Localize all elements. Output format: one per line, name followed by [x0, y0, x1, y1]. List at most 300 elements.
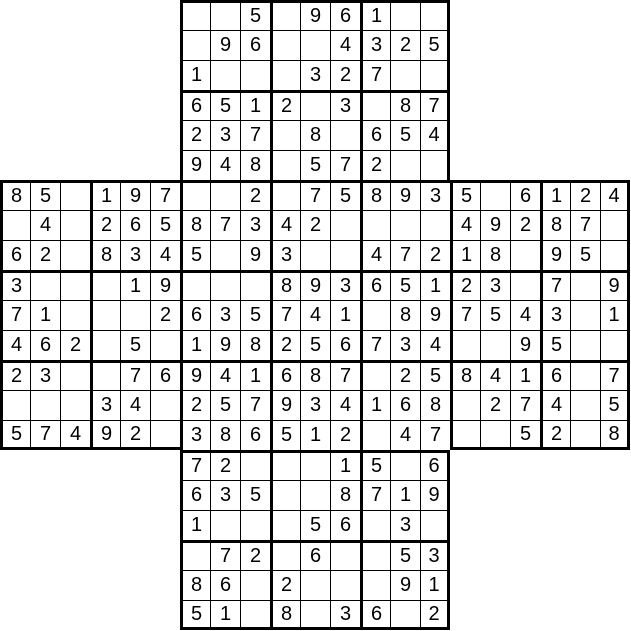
- sudoku-empty-cell-r12c3[interactable]: [90, 360, 120, 390]
- sudoku-given-cell-r6c12: 8: [360, 180, 390, 210]
- void-space: [90, 540, 120, 570]
- sudoku-given-cell-r5c6: 9: [180, 150, 210, 180]
- sudoku-empty-cell-r8c20[interactable]: [600, 240, 630, 270]
- void-space: [0, 540, 30, 570]
- sudoku-empty-cell-r15c10[interactable]: [300, 450, 330, 480]
- sudoku-empty-cell-r18c6[interactable]: [180, 540, 210, 570]
- void-space: [450, 120, 480, 150]
- sudoku-given-cell-r7c6: 8: [180, 210, 210, 240]
- void-space: [120, 30, 150, 60]
- sudoku-given-cell-r14c18: 2: [540, 420, 570, 450]
- sudoku-given-cell-r13c13: 6: [390, 390, 420, 420]
- sudoku-given-cell-r3c11: 3: [330, 90, 360, 120]
- sudoku-given-cell-r13c14: 8: [420, 390, 450, 420]
- sudoku-given-cell-r5c10: 5: [300, 150, 330, 180]
- sudoku-given-cell-r8c16: 8: [480, 240, 510, 270]
- sudoku-empty-cell-r6c16[interactable]: [480, 180, 510, 210]
- sudoku-given-cell-r8c5: 4: [150, 240, 180, 270]
- sudoku-empty-cell-r7c12[interactable]: [360, 210, 390, 240]
- void-space: [570, 570, 600, 600]
- void-space: [60, 150, 90, 180]
- sudoku-empty-cell-r5c9[interactable]: [270, 150, 300, 180]
- sudoku-empty-cell-r13c19[interactable]: [570, 390, 600, 420]
- sudoku-empty-cell-r2c9[interactable]: [270, 60, 300, 90]
- void-space: [510, 150, 540, 180]
- void-space: [120, 570, 150, 600]
- sudoku-given-cell-r11c14: 4: [420, 330, 450, 360]
- sudoku-given-cell-r7c16: 9: [480, 210, 510, 240]
- sudoku-given-cell-r10c18: 3: [540, 300, 570, 330]
- sudoku-given-cell-r20c6: 5: [180, 600, 210, 630]
- sudoku-given-cell-r4c8: 7: [240, 120, 270, 150]
- void-space: [570, 60, 600, 90]
- sudoku-empty-cell-r5c14[interactable]: [420, 150, 450, 180]
- sudoku-empty-cell-r2c8[interactable]: [240, 60, 270, 90]
- sudoku-empty-cell-r18c9[interactable]: [270, 540, 300, 570]
- sudoku-given-cell-r10c10: 4: [300, 300, 330, 330]
- void-space: [120, 0, 150, 30]
- sudoku-given-cell-r10c14: 9: [420, 300, 450, 330]
- sudoku-given-cell-r4c14: 4: [420, 120, 450, 150]
- sudoku-given-cell-r7c19: 7: [570, 210, 600, 240]
- void-space: [30, 570, 60, 600]
- sudoku-empty-cell-r11c5[interactable]: [150, 330, 180, 360]
- sudoku-given-cell-r9c10: 9: [300, 270, 330, 300]
- sudoku-given-cell-r9c4: 1: [120, 270, 150, 300]
- sudoku-empty-cell-r2c13[interactable]: [390, 60, 420, 90]
- void-space: [480, 540, 510, 570]
- void-space: [540, 450, 570, 480]
- void-space: [540, 570, 570, 600]
- sudoku-given-cell-r10c15: 7: [450, 300, 480, 330]
- void-space: [540, 540, 570, 570]
- sudoku-given-cell-r6c3: 1: [90, 180, 120, 210]
- void-space: [120, 150, 150, 180]
- void-space: [90, 90, 120, 120]
- sudoku-empty-cell-r9c1[interactable]: [30, 270, 60, 300]
- sudoku-given-cell-r14c2: 4: [60, 420, 90, 450]
- sudoku-empty-cell-r9c6[interactable]: [180, 270, 210, 300]
- sudoku-given-cell-r8c0: 6: [0, 240, 30, 270]
- sudoku-given-cell-r7c4: 6: [120, 210, 150, 240]
- sudoku-given-cell-r9c9: 8: [270, 270, 300, 300]
- sudoku-given-cell-r11c12: 7: [360, 330, 390, 360]
- sudoku-given-cell-r7c1: 4: [30, 210, 60, 240]
- sudoku-given-cell-r6c10: 7: [300, 180, 330, 210]
- sudoku-empty-cell-r18c12[interactable]: [360, 540, 390, 570]
- sudoku-given-cell-r8c13: 7: [390, 240, 420, 270]
- void-space: [540, 0, 570, 30]
- sudoku-empty-cell-r7c0[interactable]: [0, 210, 30, 240]
- void-space: [510, 570, 540, 600]
- sudoku-given-cell-r6c15: 5: [450, 180, 480, 210]
- void-space: [540, 120, 570, 150]
- void-space: [450, 600, 480, 630]
- void-space: [90, 570, 120, 600]
- sudoku-given-cell-r18c13: 5: [390, 540, 420, 570]
- sudoku-given-cell-r7c17: 2: [510, 210, 540, 240]
- sudoku-given-cell-r8c3: 8: [90, 240, 120, 270]
- sudoku-given-cell-r10c8: 5: [240, 300, 270, 330]
- sudoku-given-cell-r9c14: 1: [420, 270, 450, 300]
- sudoku-given-cell-r1c11: 4: [330, 30, 360, 60]
- sudoku-given-cell-r14c13: 4: [390, 420, 420, 450]
- sudoku-given-cell-r16c14: 9: [420, 480, 450, 510]
- sudoku-given-cell-r20c7: 1: [210, 600, 240, 630]
- sudoku-given-cell-r12c7: 4: [210, 360, 240, 390]
- sudoku-empty-cell-r17c12[interactable]: [360, 510, 390, 540]
- void-space: [60, 30, 90, 60]
- sudoku-given-cell-r9c18: 7: [540, 270, 570, 300]
- void-space: [600, 90, 630, 120]
- sudoku-given-cell-r4c7: 3: [210, 120, 240, 150]
- sudoku-given-cell-r12c15: 8: [450, 360, 480, 390]
- sudoku-empty-cell-r19c10[interactable]: [300, 570, 330, 600]
- void-space: [570, 480, 600, 510]
- sudoku-given-cell-r14c3: 9: [90, 420, 120, 450]
- void-space: [480, 510, 510, 540]
- void-space: [120, 90, 150, 120]
- sudoku-empty-cell-r20c10[interactable]: [300, 600, 330, 630]
- sudoku-empty-cell-r18c11[interactable]: [330, 540, 360, 570]
- sudoku-given-cell-r1c13: 2: [390, 30, 420, 60]
- sudoku-given-cell-r8c9: 3: [270, 240, 300, 270]
- sudoku-given-cell-r9c11: 3: [330, 270, 360, 300]
- sudoku-given-cell-r16c7: 3: [210, 480, 240, 510]
- sudoku-empty-cell-r8c2[interactable]: [60, 240, 90, 270]
- sudoku-given-cell-r4c10: 8: [300, 120, 330, 150]
- sudoku-empty-cell-r14c15[interactable]: [450, 420, 480, 450]
- sudoku-empty-cell-r9c17[interactable]: [510, 270, 540, 300]
- sudoku-empty-cell-r11c15[interactable]: [450, 330, 480, 360]
- sudoku-empty-cell-r11c20[interactable]: [600, 330, 630, 360]
- sudoku-given-cell-r11c8: 8: [240, 330, 270, 360]
- sudoku-given-cell-r13c6: 2: [180, 390, 210, 420]
- sudoku-given-cell-r8c6: 5: [180, 240, 210, 270]
- sudoku-given-cell-r12c5: 6: [150, 360, 180, 390]
- void-space: [480, 570, 510, 600]
- sudoku-given-cell-r12c10: 8: [300, 360, 330, 390]
- sudoku-empty-cell-r10c12[interactable]: [360, 300, 390, 330]
- sudoku-given-cell-r1c8: 6: [240, 30, 270, 60]
- void-space: [30, 30, 60, 60]
- sudoku-empty-cell-r1c10[interactable]: [300, 30, 330, 60]
- sudoku-given-cell-r13c20: 5: [600, 390, 630, 420]
- sudoku-given-cell-r9c0: 3: [0, 270, 30, 300]
- sudoku-empty-cell-r11c19[interactable]: [570, 330, 600, 360]
- sudoku-given-cell-r11c13: 3: [390, 330, 420, 360]
- void-space: [150, 120, 180, 150]
- sudoku-empty-cell-r19c11[interactable]: [330, 570, 360, 600]
- sudoku-given-cell-r6c13: 9: [390, 180, 420, 210]
- void-space: [120, 540, 150, 570]
- void-space: [510, 120, 540, 150]
- void-space: [480, 0, 510, 30]
- sudoku-given-cell-r7c18: 8: [540, 210, 570, 240]
- void-space: [150, 480, 180, 510]
- sudoku-given-cell-r18c14: 3: [420, 540, 450, 570]
- sudoku-given-cell-r6c1: 5: [30, 180, 60, 210]
- sudoku-empty-cell-r0c9[interactable]: [270, 0, 300, 30]
- sudoku-empty-cell-r17c8[interactable]: [240, 510, 270, 540]
- void-space: [510, 60, 540, 90]
- sudoku-empty-cell-r19c8[interactable]: [240, 570, 270, 600]
- sudoku-empty-cell-r10c19[interactable]: [570, 300, 600, 330]
- void-space: [90, 450, 120, 480]
- sudoku-given-cell-r2c12: 7: [360, 60, 390, 90]
- sudoku-empty-cell-r20c13[interactable]: [390, 600, 420, 630]
- sudoku-given-cell-r12c16: 4: [480, 360, 510, 390]
- sudoku-given-cell-r3c8: 1: [240, 90, 270, 120]
- sudoku-empty-cell-r3c12[interactable]: [360, 90, 390, 120]
- sudoku-given-cell-r12c18: 6: [540, 360, 570, 390]
- sudoku-given-cell-r5c8: 8: [240, 150, 270, 180]
- void-space: [600, 450, 630, 480]
- void-space: [0, 480, 30, 510]
- sudoku-empty-cell-r8c11[interactable]: [330, 240, 360, 270]
- sudoku-empty-cell-r7c20[interactable]: [600, 210, 630, 240]
- void-space: [120, 600, 150, 630]
- void-space: [480, 120, 510, 150]
- void-space: [480, 60, 510, 90]
- sudoku-given-cell-r14c7: 8: [210, 420, 240, 450]
- sudoku-empty-cell-r10c3[interactable]: [90, 300, 120, 330]
- sudoku-given-cell-r17c6: 1: [180, 510, 210, 540]
- sudoku-given-cell-r20c9: 8: [270, 600, 300, 630]
- sudoku-empty-cell-r12c19[interactable]: [570, 360, 600, 390]
- sudoku-empty-cell-r15c8[interactable]: [240, 450, 270, 480]
- sudoku-given-cell-r10c0: 7: [0, 300, 30, 330]
- sudoku-empty-cell-r14c16[interactable]: [480, 420, 510, 450]
- sudoku-empty-cell-r6c9[interactable]: [270, 180, 300, 210]
- sudoku-given-cell-r12c20: 7: [600, 360, 630, 390]
- void-space: [570, 540, 600, 570]
- void-space: [150, 450, 180, 480]
- sudoku-given-cell-r6c14: 3: [420, 180, 450, 210]
- sudoku-given-cell-r1c7: 9: [210, 30, 240, 60]
- sudoku-empty-cell-r15c9[interactable]: [270, 450, 300, 480]
- sudoku-given-cell-r1c12: 3: [360, 30, 390, 60]
- sudoku-given-cell-r20c11: 3: [330, 600, 360, 630]
- sudoku-empty-cell-r17c7[interactable]: [210, 510, 240, 540]
- void-space: [0, 60, 30, 90]
- sudoku-given-cell-r16c8: 5: [240, 480, 270, 510]
- sudoku-empty-cell-r9c3[interactable]: [90, 270, 120, 300]
- sudoku-empty-cell-r6c2[interactable]: [60, 180, 90, 210]
- sudoku-given-cell-r11c11: 6: [330, 330, 360, 360]
- sudoku-empty-cell-r13c5[interactable]: [150, 390, 180, 420]
- sudoku-given-cell-r11c6: 1: [180, 330, 210, 360]
- sudoku-empty-cell-r0c13[interactable]: [390, 0, 420, 30]
- void-space: [450, 510, 480, 540]
- sudoku-empty-cell-r0c7[interactable]: [210, 0, 240, 30]
- void-space: [90, 120, 120, 150]
- sudoku-empty-cell-r10c4[interactable]: [120, 300, 150, 330]
- void-space: [90, 150, 120, 180]
- void-space: [510, 0, 540, 30]
- void-space: [450, 60, 480, 90]
- sudoku-given-cell-r13c3: 3: [90, 390, 120, 420]
- sudoku-given-cell-r17c11: 6: [330, 510, 360, 540]
- void-space: [90, 0, 120, 30]
- sudoku-empty-cell-r19c12[interactable]: [360, 570, 390, 600]
- sudoku-empty-cell-r0c14[interactable]: [420, 0, 450, 30]
- void-space: [510, 480, 540, 510]
- void-space: [540, 90, 570, 120]
- void-space: [120, 120, 150, 150]
- sudoku-given-cell-r12c17: 1: [510, 360, 540, 390]
- sudoku-given-cell-r10c13: 8: [390, 300, 420, 330]
- sudoku-empty-cell-r12c2[interactable]: [60, 360, 90, 390]
- void-space: [600, 150, 630, 180]
- void-space: [450, 0, 480, 30]
- sudoku-empty-cell-r2c7[interactable]: [210, 60, 240, 90]
- sudoku-empty-cell-r1c6[interactable]: [180, 30, 210, 60]
- sudoku-empty-cell-r13c15[interactable]: [450, 390, 480, 420]
- sudoku-empty-cell-r11c16[interactable]: [480, 330, 510, 360]
- sudoku-given-cell-r9c20: 9: [600, 270, 630, 300]
- sudoku-empty-cell-r16c9[interactable]: [270, 480, 300, 510]
- sudoku-empty-cell-r15c13[interactable]: [390, 450, 420, 480]
- sudoku-empty-cell-r7c14[interactable]: [420, 210, 450, 240]
- sudoku-given-cell-r15c12: 5: [360, 450, 390, 480]
- sudoku-given-cell-r12c4: 7: [120, 360, 150, 390]
- void-space: [90, 510, 120, 540]
- sudoku-given-cell-r3c6: 6: [180, 90, 210, 120]
- void-space: [60, 90, 90, 120]
- sudoku-given-cell-r3c7: 5: [210, 90, 240, 120]
- sudoku-empty-cell-r14c19[interactable]: [570, 420, 600, 450]
- sudoku-given-cell-r6c19: 2: [570, 180, 600, 210]
- sudoku-given-cell-r14c1: 7: [30, 420, 60, 450]
- sudoku-empty-cell-r9c19[interactable]: [570, 270, 600, 300]
- void-space: [450, 30, 480, 60]
- sudoku-empty-cell-r3c10[interactable]: [300, 90, 330, 120]
- sudoku-empty-cell-r8c10[interactable]: [300, 240, 330, 270]
- void-space: [0, 150, 30, 180]
- void-space: [30, 600, 60, 630]
- void-space: [600, 480, 630, 510]
- sudoku-empty-cell-r1c9[interactable]: [270, 30, 300, 60]
- sudoku-empty-cell-r13c2[interactable]: [60, 390, 90, 420]
- void-space: [120, 60, 150, 90]
- sudoku-empty-cell-r0c6[interactable]: [180, 0, 210, 30]
- sudoku-empty-cell-r10c2[interactable]: [60, 300, 90, 330]
- sudoku-empty-cell-r12c12[interactable]: [360, 360, 390, 390]
- sudoku-given-cell-r8c18: 9: [540, 240, 570, 270]
- sudoku-empty-cell-r7c11[interactable]: [330, 210, 360, 240]
- sudoku-given-cell-r8c19: 5: [570, 240, 600, 270]
- sudoku-empty-cell-r7c13[interactable]: [390, 210, 420, 240]
- sudoku-given-cell-r14c9: 5: [270, 420, 300, 450]
- sudoku-empty-cell-r6c7[interactable]: [210, 180, 240, 210]
- sudoku-empty-cell-r11c3[interactable]: [90, 330, 120, 360]
- sudoku-empty-cell-r9c2[interactable]: [60, 270, 90, 300]
- void-space: [600, 120, 630, 150]
- sudoku-empty-cell-r6c6[interactable]: [180, 180, 210, 210]
- sudoku-given-cell-r10c6: 6: [180, 300, 210, 330]
- sudoku-given-cell-r4c13: 5: [390, 120, 420, 150]
- sudoku-empty-cell-r20c8[interactable]: [240, 600, 270, 630]
- sudoku-given-cell-r14c10: 1: [300, 420, 330, 450]
- sudoku-empty-cell-r2c14[interactable]: [420, 60, 450, 90]
- sudoku-empty-cell-r8c7[interactable]: [210, 240, 240, 270]
- void-space: [30, 480, 60, 510]
- sudoku-given-cell-r13c16: 2: [480, 390, 510, 420]
- sudoku-given-cell-r7c5: 5: [150, 210, 180, 240]
- sudoku-empty-cell-r14c5[interactable]: [150, 420, 180, 450]
- sudoku-given-cell-r15c14: 6: [420, 450, 450, 480]
- sudoku-given-cell-r9c15: 2: [450, 270, 480, 300]
- sudoku-given-cell-r7c9: 4: [270, 210, 300, 240]
- sudoku-empty-cell-r8c17[interactable]: [510, 240, 540, 270]
- sudoku-given-cell-r11c0: 4: [0, 330, 30, 360]
- sudoku-given-cell-r19c6: 8: [180, 570, 210, 600]
- sudoku-given-cell-r7c7: 7: [210, 210, 240, 240]
- sudoku-empty-cell-r13c0[interactable]: [0, 390, 30, 420]
- sudoku-empty-cell-r13c1[interactable]: [30, 390, 60, 420]
- void-space: [480, 600, 510, 630]
- sudoku-given-cell-r12c13: 2: [390, 360, 420, 390]
- void-space: [30, 510, 60, 540]
- sudoku-given-cell-r8c15: 1: [450, 240, 480, 270]
- sudoku-given-cell-r2c11: 2: [330, 60, 360, 90]
- sudoku-given-cell-r0c11: 6: [330, 0, 360, 30]
- sudoku-given-cell-r6c4: 9: [120, 180, 150, 210]
- void-space: [570, 120, 600, 150]
- void-space: [120, 510, 150, 540]
- sudoku-empty-cell-r9c7[interactable]: [210, 270, 240, 300]
- void-space: [60, 120, 90, 150]
- void-space: [450, 480, 480, 510]
- void-space: [150, 90, 180, 120]
- void-space: [510, 30, 540, 60]
- sudoku-given-cell-r19c9: 2: [270, 570, 300, 600]
- void-space: [60, 510, 90, 540]
- sudoku-empty-cell-r9c8[interactable]: [240, 270, 270, 300]
- sudoku-empty-cell-r16c10[interactable]: [300, 480, 330, 510]
- void-space: [90, 600, 120, 630]
- sudoku-given-cell-r13c7: 5: [210, 390, 240, 420]
- sudoku-empty-cell-r7c2[interactable]: [60, 210, 90, 240]
- sudoku-given-cell-r12c14: 5: [420, 360, 450, 390]
- void-space: [450, 540, 480, 570]
- sudoku-empty-cell-r17c14[interactable]: [420, 510, 450, 540]
- sudoku-given-cell-r10c5: 2: [150, 300, 180, 330]
- void-space: [600, 570, 630, 600]
- void-space: [600, 540, 630, 570]
- void-space: [570, 150, 600, 180]
- void-space: [150, 510, 180, 540]
- sudoku-given-cell-r8c1: 2: [30, 240, 60, 270]
- sudoku-empty-cell-r17c9[interactable]: [270, 510, 300, 540]
- void-space: [540, 60, 570, 90]
- sudoku-given-cell-r19c14: 1: [420, 570, 450, 600]
- sudoku-given-cell-r11c10: 5: [300, 330, 330, 360]
- sudoku-given-cell-r7c3: 2: [90, 210, 120, 240]
- void-space: [480, 150, 510, 180]
- sudoku-given-cell-r0c8: 5: [240, 0, 270, 30]
- sudoku-given-cell-r10c16: 5: [480, 300, 510, 330]
- sudoku-empty-cell-r4c9[interactable]: [270, 120, 300, 150]
- sudoku-empty-cell-r14c12[interactable]: [360, 420, 390, 450]
- sudoku-empty-cell-r4c11[interactable]: [330, 120, 360, 150]
- void-space: [510, 600, 540, 630]
- sudoku-given-cell-r3c9: 2: [270, 90, 300, 120]
- sudoku-given-cell-r5c12: 2: [360, 150, 390, 180]
- sudoku-empty-cell-r5c13[interactable]: [390, 150, 420, 180]
- void-space: [0, 510, 30, 540]
